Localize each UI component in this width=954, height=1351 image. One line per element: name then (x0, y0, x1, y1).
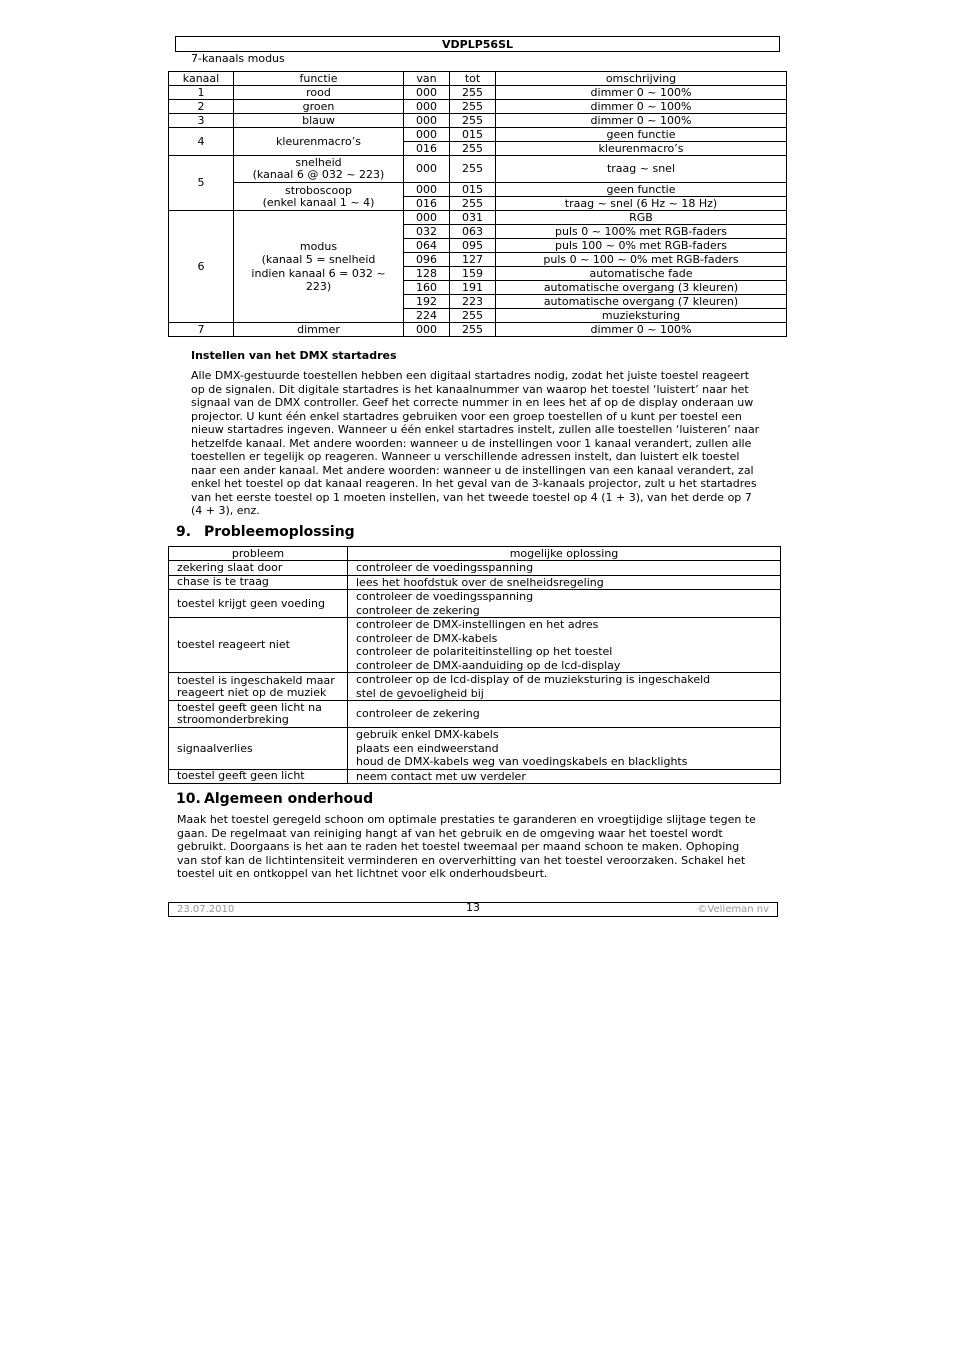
from-cell: 128 (404, 267, 450, 281)
from-cell: 000 (404, 114, 450, 128)
problem-cell (169, 561, 348, 576)
solution-line: houd de DMX-kabels weg van voedingskabels en blacklights (356, 755, 688, 768)
mode-caption: 7-kanaals modus (191, 52, 285, 65)
channel-cell: 2 (169, 100, 234, 114)
table-header-row (169, 547, 781, 561)
table-row (169, 183, 787, 197)
solution-line: controleer de voedingsspanning (356, 590, 534, 603)
to-cell: 255 (450, 156, 496, 183)
table-row (169, 590, 781, 618)
problem-cell (169, 728, 348, 770)
problem-line: reageert niet op de muziek (177, 685, 327, 699)
paragraph-line: projector. U kunt één enkel startadres gebruiken voor een groep toestellen of u kunt per toestel een (191, 409, 742, 423)
function-line: indien kanaal 6 = 032 ~ (251, 266, 386, 280)
description-cell: dimmer 0 ~ 100% (496, 323, 787, 337)
function-cell: rood (234, 86, 404, 100)
description-cell: puls 0 ~ 100 ~ 0% met RGB-faders (496, 253, 787, 267)
channel-cell: 5 (169, 156, 234, 211)
paragraph-line: toestellen er tegelijk op reageren. Wanneer u verschillende adressen instelt, dan luistert elk toestel (191, 450, 740, 463)
channel-cell: 6 (169, 211, 234, 323)
problem-line: toestel krijgt geen voeding (177, 596, 325, 610)
description-cell: dimmer 0 ~ 100% (496, 100, 787, 114)
from-cell: 064 (404, 239, 450, 253)
to-cell: 127 (450, 253, 496, 267)
function-line: (kanaal 5 = snelheid (261, 253, 376, 266)
solution-cell (348, 561, 781, 576)
solution-cell (348, 701, 781, 728)
table-row (169, 575, 781, 590)
solution-cell (348, 575, 781, 590)
function-line: (kanaal 6 @ 032 ~ 223) (252, 168, 385, 181)
table-row (169, 156, 787, 183)
problem-line: toestel geeft geen licht na (177, 701, 322, 714)
from-cell: 000 (404, 323, 450, 337)
table-row (169, 211, 787, 225)
problem-line: zekering slaat door (177, 560, 283, 574)
function-cell: dimmer (234, 323, 404, 337)
problem-cell (169, 701, 348, 728)
table-header-row (169, 72, 787, 86)
problem-cell (169, 673, 348, 701)
from-cell: 096 (404, 253, 450, 267)
dmx-address-heading: Instellen van het DMX startadres (191, 349, 397, 362)
to-cell: 223 (450, 295, 496, 309)
function-cell: kleurenmacro’s (234, 128, 404, 156)
from-cell: 000 (404, 183, 450, 197)
channel-cell: 3 (169, 114, 234, 128)
function-cell (234, 183, 404, 211)
solution-line: controleer de voedingsspanning (356, 561, 534, 574)
from-cell: 000 (404, 211, 450, 225)
description-cell: puls 100 ~ 0% met RGB-faders (496, 239, 787, 253)
function-line: stroboscoop (285, 183, 352, 197)
to-cell: 063 (450, 225, 496, 239)
to-cell: 015 (450, 128, 496, 142)
solution-line: controleer de DMX-kabels (356, 631, 498, 645)
to-cell: 159 (450, 267, 496, 281)
solution-line: neem contact met uw verdeler (356, 769, 526, 783)
to-cell: 191 (450, 281, 496, 295)
page-footer (168, 902, 778, 917)
description-cell: automatische overgang (7 kleuren) (496, 295, 787, 309)
description-cell: dimmer 0 ~ 100% (496, 86, 787, 100)
solution-line: controleer op de lcd-display of de muzieksturing is ingeschakeld (356, 673, 711, 686)
description-cell: geen functie (496, 183, 787, 197)
function-cell: groen (234, 100, 404, 114)
table-row (169, 323, 787, 337)
solution-line: controleer de polariteitinstelling op het toestel (356, 645, 613, 658)
section-number: 9. (176, 524, 192, 540)
description-cell: RGB (496, 211, 787, 225)
section-9-heading (176, 524, 355, 540)
paragraph-line: (4 + 3), enz. (191, 504, 260, 517)
to-cell: 255 (450, 114, 496, 128)
description-cell: puls 0 ~ 100% met RGB-faders (496, 225, 787, 239)
paragraph-line: Maak het toestel geregeld schoon om optimale prestaties te garanderen en vroegtijdige slijtage tegen te (177, 813, 756, 826)
paragraph-line: gaan. De regelmaat van reiniging hangt af van het gebruik en de omgeving waar het toestel wordt (177, 826, 723, 840)
solution-cell (348, 673, 781, 701)
table-row (169, 128, 787, 142)
problem-line: toestel reageert niet (177, 638, 290, 652)
problem-line: signaalverlies (177, 741, 253, 755)
solution-cell (348, 590, 781, 618)
from-cell: 000 (404, 128, 450, 142)
problem-line: chase is te traag (177, 575, 269, 589)
page-number: 13 (466, 901, 480, 914)
from-cell: 192 (404, 295, 450, 309)
function-cell (234, 211, 404, 323)
from-cell: 224 (404, 309, 450, 323)
column-header: mogelijke oplossing (348, 547, 781, 561)
footer-copyright: ©Velleman nv (697, 904, 769, 915)
troubleshooting-table (168, 546, 781, 784)
paragraph-line: toestel uit en ontkoppel van het lichtnet voor elk onderhoudsbeurt. (177, 867, 548, 880)
from-cell: 016 (404, 197, 450, 211)
paragraph-line: naar een ander kanaal. Met andere woorden: wanneer u de instellingen van een kanaal verandert, zal (191, 463, 754, 477)
to-cell: 255 (450, 309, 496, 323)
to-cell: 255 (450, 100, 496, 114)
maintenance-paragraph (177, 813, 777, 881)
column-header: tot (450, 72, 496, 86)
from-cell: 160 (404, 281, 450, 295)
solution-line: controleer de DMX-instellingen en het adres (356, 618, 599, 631)
problem-cell (169, 769, 348, 784)
description-cell: automatische overgang (3 kleuren) (496, 281, 787, 295)
dmx-address-paragraph (191, 369, 781, 518)
solution-cell (348, 728, 781, 770)
function-line: 223) (305, 280, 332, 293)
column-header: van (404, 72, 450, 86)
description-cell: geen functie (496, 128, 787, 142)
description-cell: kleurenmacro’s (496, 142, 787, 156)
channel-cell: 4 (169, 128, 234, 156)
from-cell: 000 (404, 156, 450, 183)
description-cell: automatische fade (496, 267, 787, 281)
paragraph-line: Alle DMX-gestuurde toestellen hebben een digitaal startadres nodig, zodat het juiste toestel reageert (191, 369, 750, 382)
problem-line: toestel is ingeschakeld maar (177, 673, 335, 687)
description-cell: muzieksturing (496, 309, 787, 323)
dmx-channel-table (168, 71, 787, 337)
from-cell: 032 (404, 225, 450, 239)
solution-line: stel de gevoeligheid bij (356, 686, 484, 700)
paragraph-line: gebruikt. Doorgaans is het aan te raden het toestel tweemaal per maand schoon te maken. Ophoping (177, 840, 740, 853)
paragraph-line: signaal van de DMX controller. Geef het correcte nummer in en lees het af op de display onderaan uw (191, 396, 754, 409)
description-cell: dimmer 0 ~ 100% (496, 114, 787, 128)
solution-cell (348, 769, 781, 784)
paragraph-line: op de signalen. Dit digitale startadres is het kanaalnummer van waarop het toestel ‘luistert’ naar het (191, 382, 749, 396)
solution-line: controleer de zekering (356, 603, 480, 617)
table-row (169, 618, 781, 673)
channel-cell: 7 (169, 323, 234, 337)
paragraph-line: nieuw startadres ingeven. Wanneer u één enkel startadres instelt, zullen alle toestellen ‘luisteren’ naar (191, 423, 760, 436)
problem-line: toestel geeft geen licht (177, 769, 305, 783)
to-cell: 015 (450, 183, 496, 197)
function-line: snelheid (295, 156, 342, 169)
section-title: Probleemoplossing (204, 524, 355, 540)
table-row (169, 86, 787, 100)
problem-cell (169, 590, 348, 618)
problem-cell (169, 618, 348, 673)
solution-line: lees het hoofdstuk over de snelheidsregeling (356, 575, 604, 589)
column-header: kanaal (169, 72, 234, 86)
section-10-heading (176, 791, 373, 807)
to-cell: 255 (450, 323, 496, 337)
description-cell: traag ~ snel (6 Hz ~ 18 Hz) (496, 197, 787, 211)
section-title: Algemeen onderhoud (204, 791, 374, 807)
table-row (169, 673, 781, 701)
from-cell: 016 (404, 142, 450, 156)
function-cell (234, 156, 404, 183)
to-cell: 255 (450, 86, 496, 100)
solution-line: gebruik enkel DMX-kabels (356, 728, 499, 741)
from-cell: 000 (404, 100, 450, 114)
to-cell: 095 (450, 239, 496, 253)
solution-line: controleer de zekering (356, 707, 480, 721)
solution-line: plaats een eindweerstand (356, 741, 499, 755)
paragraph-line: van stof kan de lichtintensiteit verminderen en oververhitting van het toestel veroorzaken. Schakel het (177, 853, 746, 867)
to-cell: 031 (450, 211, 496, 225)
paragraph-line: hetzelfde kanaal. Met andere woorden: wanneer u de instellingen voor 1 kanaal verandert, zullen alle (191, 436, 752, 450)
table-row (169, 561, 781, 576)
section-number: 10. (176, 791, 201, 807)
problem-cell (169, 575, 348, 590)
solution-cell (348, 618, 781, 673)
function-cell: blauw (234, 114, 404, 128)
from-cell: 000 (404, 86, 450, 100)
channel-cell: 1 (169, 86, 234, 100)
column-header: probleem (169, 547, 348, 561)
table-row (169, 114, 787, 128)
description-cell: traag ~ snel (496, 156, 787, 183)
solution-line: controleer de DMX-aanduiding op de lcd-display (356, 658, 621, 672)
table-row (169, 100, 787, 114)
function-line: modus (299, 239, 338, 253)
column-header: functie (234, 72, 404, 86)
paragraph-line: enkel het toestel op dat kanaal reageren. In het geval van de 3-kanaals projector, zult u het startadres (191, 477, 757, 490)
footer-date: 23.07.2010 (177, 904, 235, 915)
table-row (169, 769, 781, 784)
to-cell: 255 (450, 197, 496, 211)
problem-line: stroomonderbreking (177, 713, 289, 726)
column-header: omschrijving (496, 72, 787, 86)
document-header-model: VDPLP56SL (175, 36, 780, 52)
table-row (169, 701, 781, 728)
paragraph-line: van het eerste toestel op 1 moeten instellen, van het tweede toestel op 4 (1 + 3), van het derde op 7 (191, 490, 752, 504)
function-line: (enkel kanaal 1 ~ 4) (262, 195, 375, 209)
table-row (169, 728, 781, 770)
to-cell: 255 (450, 142, 496, 156)
